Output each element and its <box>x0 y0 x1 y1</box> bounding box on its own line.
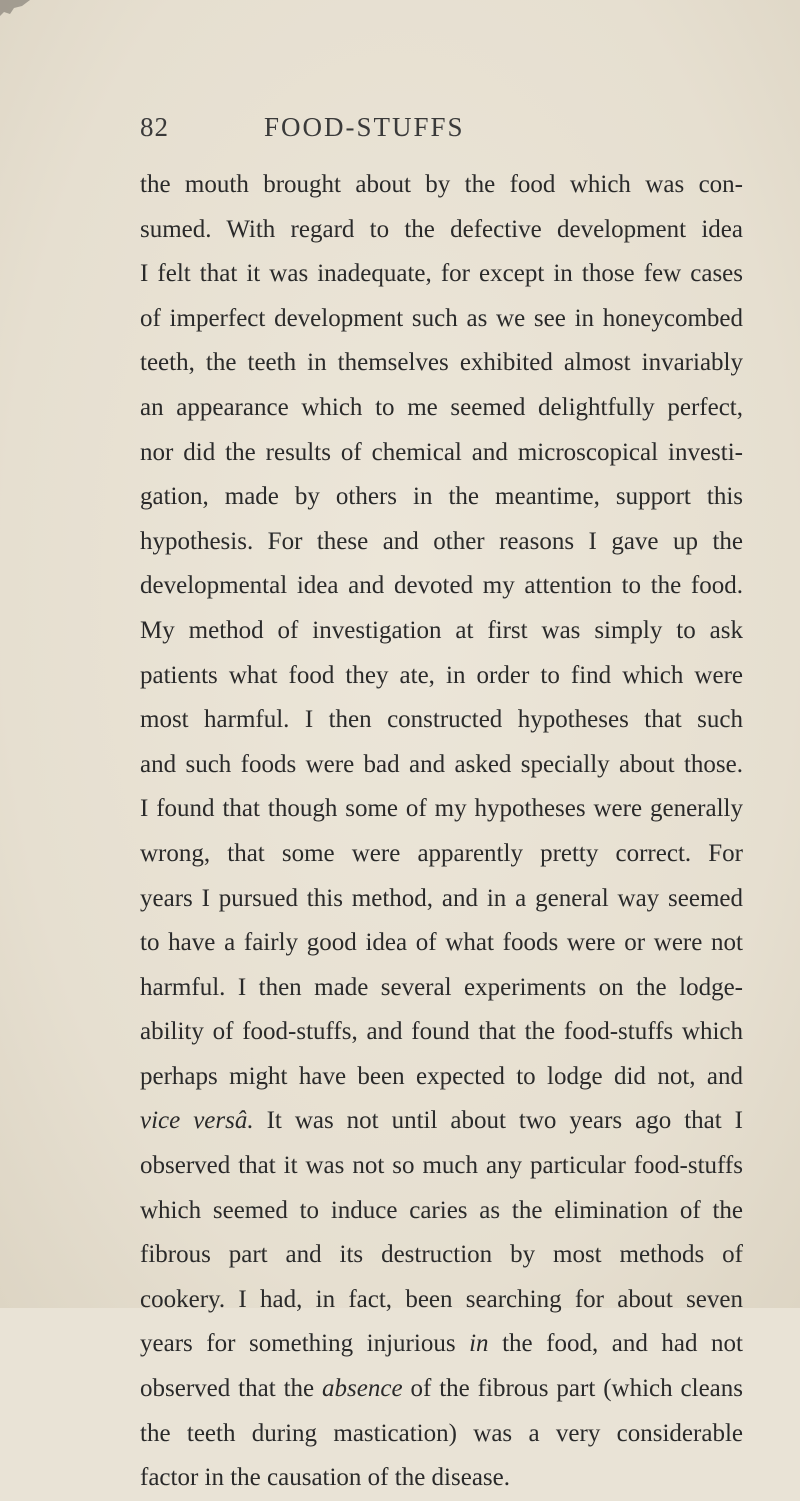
text-line <box>140 832 743 877</box>
text-run: patients what food they ate, in order to find which were <box>140 661 743 689</box>
text-line <box>140 1322 743 1367</box>
text-run: I felt that it was inadequate, for except in those few cases <box>140 260 743 288</box>
page-number: 82 <box>140 112 169 142</box>
text-run: developmental idea and devoted my attention to the food. <box>140 572 743 600</box>
text-line <box>140 1278 743 1323</box>
text-line <box>140 1367 743 1412</box>
text-run: factor in the causation of the disease. <box>140 1464 510 1492</box>
text-run: fibrous part and its destruction by most methods of <box>140 1241 743 1269</box>
text-line <box>140 1055 743 1100</box>
text-run: of imperfect development such as we see in honeycombed <box>140 304 743 332</box>
text-line <box>140 1456 743 1501</box>
text-line <box>140 475 743 520</box>
text-run: most harmful. I then constructed hypotheses that such <box>140 706 743 734</box>
text-line <box>140 698 743 743</box>
text-line <box>140 341 743 386</box>
italic-text: in <box>469 1330 489 1358</box>
italic-text: absence <box>322 1375 403 1403</box>
text-run: years I pursued this method, and in a general way seemed <box>140 884 743 912</box>
text-line <box>140 208 743 253</box>
text-run: nor did the results of chemical and microscopical investi- <box>140 438 743 466</box>
text-line <box>140 921 743 966</box>
italic-text: vice versâ. <box>140 1107 254 1135</box>
text-run: observed that the <box>140 1375 323 1403</box>
text-line <box>140 1412 743 1457</box>
text-run: observed that it was not so much any particular food-stuffs <box>140 1152 743 1180</box>
text-line <box>140 787 743 832</box>
body-text <box>140 163 743 1501</box>
text-run: the mouth brought about by the food which was con- <box>140 171 743 198</box>
text-run: of the fibrous part (which cleans <box>402 1375 743 1403</box>
text-run: cookery. I had, in fact, been searching for about seven <box>140 1285 743 1313</box>
text-run: hypothesis. For these and other reasons I gave up the <box>140 527 743 555</box>
text-line <box>140 1010 743 1055</box>
text-run: to have a fairly good idea of what foods were or were not <box>140 929 743 957</box>
text-run: My method of investigation at first was simply to ask <box>140 616 743 644</box>
text-line <box>140 564 743 609</box>
text-line <box>140 163 743 208</box>
text-run: ability of food-stuffs, and found that the food-stuffs which <box>140 1018 743 1046</box>
text-line <box>140 1099 743 1144</box>
page-corner-mark <box>0 0 38 22</box>
text-line <box>140 877 743 922</box>
text-line <box>140 654 743 699</box>
running-header <box>140 112 740 146</box>
text-run: perhaps might have been expected to lodge did not, and <box>140 1062 743 1090</box>
text-run: which seemed to induce caries as the elimination of the <box>140 1196 743 1224</box>
text-run: sumed. With regard to the defective development idea <box>140 215 743 243</box>
text-run: years for something injurious <box>140 1330 470 1358</box>
text-line <box>140 1144 743 1189</box>
text-line <box>140 520 743 565</box>
text-line <box>140 743 743 788</box>
text-run: harmful. I then made several experiments on the lodge- <box>140 973 743 1001</box>
text-run: and such foods were bad and asked specially about those. <box>140 750 743 778</box>
text-run: an appearance which to me seemed delightfully perfect, <box>140 393 743 421</box>
text-run: the teeth during mastication) was a very considerable <box>140 1419 743 1447</box>
running-title: FOOD-STUFFS <box>264 112 465 142</box>
text-line <box>140 297 743 342</box>
text-line <box>140 609 743 654</box>
text-run: It was not until about two years ago that I <box>253 1107 743 1135</box>
text-line <box>140 386 743 431</box>
text-run: wrong, that some were apparently pretty correct. For <box>140 839 743 867</box>
text-line <box>140 1233 743 1278</box>
text-run: teeth, the teeth in themselves exhibited almost invariably <box>140 349 743 377</box>
text-run: the food, and had not <box>488 1330 743 1358</box>
text-line <box>140 966 743 1011</box>
text-run: I found that though some of my hypotheses were generally <box>140 795 743 823</box>
text-run: gation, made by others in the meantime, support this <box>140 483 743 511</box>
text-line <box>140 1189 743 1234</box>
text-line <box>140 431 743 476</box>
text-line <box>140 252 743 297</box>
